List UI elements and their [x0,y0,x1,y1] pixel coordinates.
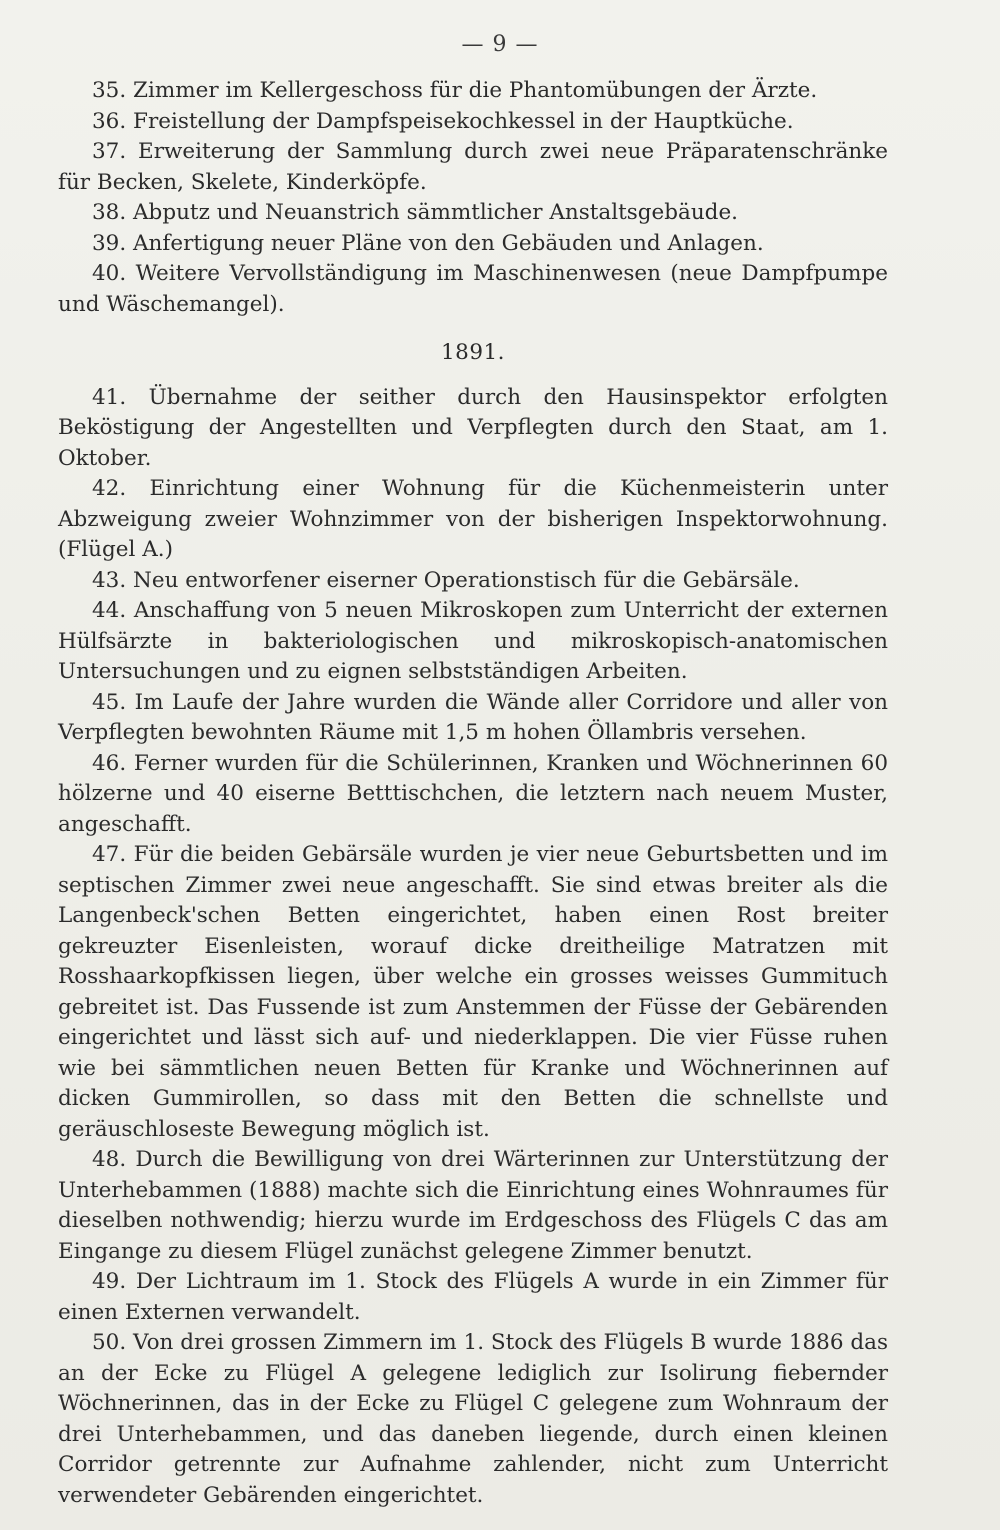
list-item-39: 39. Anfertigung neuer Pläne von den Gebäuden und Anlagen. [92,230,764,256]
list-item-42: 42. Einrichtung einer Wohnung für die Küchenmeisterin unter Abzweigung zweier Wohnzimmer von der bisherigen Inspektorwohnung. (Flügel A.) [58,476,888,562]
list-item-49: 49. Der Lichtraum im 1. Stock des Flügels A wurde in ein Zimmer für einen Externen verwandelt. [58,1269,888,1325]
year-heading: 1891. [440,340,506,365]
list-item-43: 43. Neu entworfener eiserner Operationstisch für die Gebärsäle. [92,567,800,593]
page-body [58,76,888,1511]
list-item-50: 50. Von drei grossen Zimmern im 1. Stock des Flügels B wurde 1886 das an der Ecke zu Flügel A gelegene lediglich zur Isolirung fiebernder Wöchnerinnen, das in der Ecke zu Flügel C gelegene zum Wohnraum der drei Unterhebammen, und das daneben liegende, durch einen kleinen Corridor getrennte zur Aufnahme zahlender, nicht zum Unterricht verwendeter Gebärenden eingerichtet. [58,1330,888,1508]
list-item-44: 44. Anschaffung von 5 neuen Mikroskopen zum Unterricht der externen Hülfsärzte in bakteriologischen und mikroskopisch-anatomischen Untersuchungen und zu eignen selbstständigen Arbeiten. [58,598,888,684]
list-item-36: 36. Freistellung der Dampfspeisekochkessel in der Hauptküche. [92,108,794,134]
list-item-38: 38. Abputz und Neuanstrich sämmtlicher Anstaltsgebäude. [92,200,739,225]
list-item-45: 45. Im Laufe der Jahre wurden die Wände aller Corridore und aller von Verpflegten bewohnten Räume mit 1,5 m hohen Öllambris versehen. [58,689,888,745]
list-item-37: 37. Erweiterung der Sammlung durch zwei neue Präparatenschränke für Becken, Skelete, Kinderköpfe. [58,139,888,195]
list-item-35: 35. Zimmer im Kellergeschoss für die Phantomübungen der Ärzte. [92,78,818,103]
list-item-48: 48. Durch die Bewilligung von drei Wärterinnen zur Unterstützung der Unterhebammen (1888) machte sich die Einrichtung eines Wohnraumes für dieselben nothwendig; hierzu wurde im Erdgeschoss des Flügels C das am Eingange zu diesem Flügel zunächst gelegene Zimmer benutzt. [58,1147,888,1264]
page-number: — 9 — [461,32,539,57]
list-item-40: 40. Weitere Vervollständigung im Maschinenwesen (neue Dampfpumpe und Wäschemangel). [58,261,888,317]
list-item-41: 41. Übernahme der seither durch den Hausinspektor erfolgten Beköstigung der Angestellten und Verpflegten durch den Staat, am 1. Oktober. [58,384,888,471]
list-item-46: 46. Ferner wurden für die Schülerinnen, Kranken und Wöchnerinnen 60 hölzerne und 40 eiserne Betttischchen, die letztern nach neuem Muster, angeschafft. [58,750,888,837]
list-item-47: 47. Für die beiden Gebärsäle wurden je vier neue Geburtsbetten und im septischen Zimmer zwei neue angeschafft. Sie sind etwas breiter als die Langenbeck'schen Betten eingerichtet, haben einen Rost breiter gekreuzter Eisenleisten, worauf dicke dreitheilige Matratzen mit Rosshaarkopfkissen liegen, über welche ein grosses weisses Gummituch gebreitet ist. Das Fussende ist zum Anstemmen der Füsse der Gebärenden eingerichtet und lässt sich auf- und niederklappen. Die vier Füsse ruhen wie bei sämmtlichen neuen Betten für Kranke und Wöchnerinnen auf dicken Gummirollen, so dass mit den Betten die schnellste und geräuschloseste Bewegung möglich ist. [58,842,888,1142]
